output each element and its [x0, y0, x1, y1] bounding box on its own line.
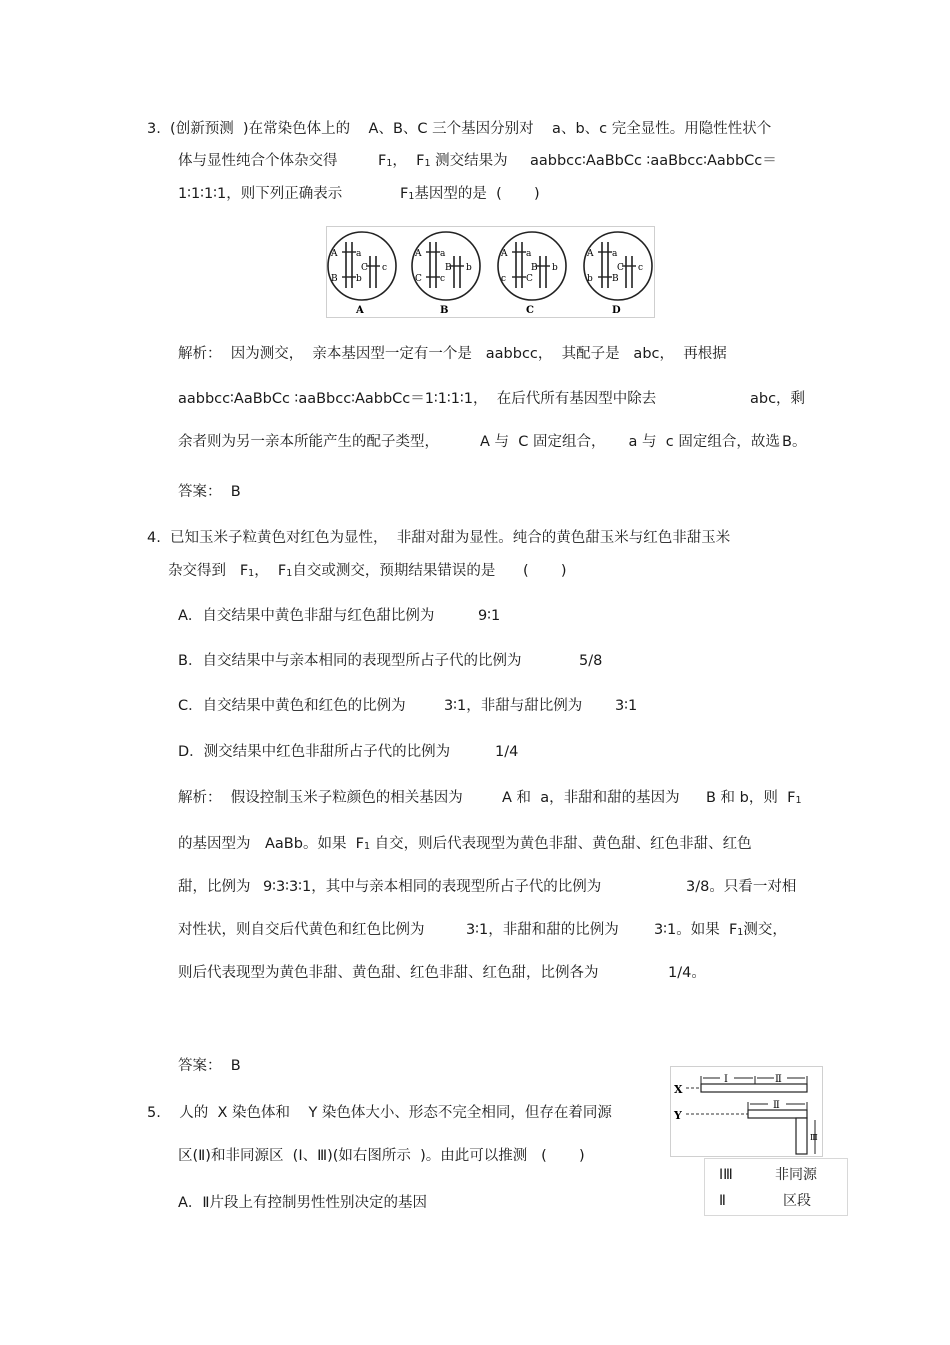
- cell-c-label-5: B: [531, 263, 538, 273]
- q4-line2: 杂交得到 F1， F1自交或测交，预期结果错误的是 ( ): [168, 563, 567, 579]
- q4-option-b-value: 5/8: [579, 653, 603, 669]
- cell-d-label-4: B: [612, 274, 619, 284]
- q5-line1: 5. 人的 X 染色体和 Y 染色体大小、形态不完全相同，但存在着同源: [147, 1105, 612, 1121]
- q4-option-c: C．自交结果中黄色和红色的比例为: [178, 698, 406, 714]
- option-d-label: D: [612, 305, 621, 316]
- q4-explain-1c: B 和 b，则 F1: [706, 790, 802, 806]
- cell-b: [412, 232, 480, 316]
- q3-explain-2: aabbcc∶AaBbCc ∶aaBbcc∶AabbCc＝1∶1∶1∶1， 在后代所有基因型中除去: [178, 391, 657, 407]
- cell-d-label-5: C: [617, 263, 624, 273]
- q4-explain-4c: 3∶1。如果 F1测交，: [654, 922, 787, 938]
- xy-chromosome-diagram: [670, 1066, 824, 1158]
- cell-d-label-3: b: [587, 274, 593, 284]
- q4-option-c-value2: 3∶1: [615, 698, 638, 714]
- q3-line2-ratio: aabbcc∶AaBbCc ∶aaBbcc∶AabbCc＝: [530, 153, 777, 169]
- q4-option-b: B．自交结果中与亲本相同的表现型所占子代的比例为: [178, 653, 522, 669]
- cell-c-label-6: b: [552, 263, 558, 273]
- cell-d: [584, 232, 652, 316]
- cell-b-label-6: b: [466, 263, 472, 273]
- q4-option-d: D．测交结果中红色非甜所占子代的比例为: [178, 744, 451, 760]
- cell-a: [328, 232, 396, 316]
- q3-explain-1: 解析： 因为测交， 亲本基因型一定有一个是 aabbcc， 其配子是 abc， 再根据: [178, 346, 727, 362]
- q4-explain-1: 解析： 假设控制玉米子粒颜色的相关基因为: [178, 790, 463, 806]
- q3-line1: 3. (创新预测 )在常染色体上的 A、B、C 三个基因分别对 a、b、c 完全显性。用隐性性状个: [147, 121, 772, 137]
- cell-b-label-2: a: [440, 249, 446, 259]
- q4-explain-3: 甜，比例为: [178, 879, 251, 895]
- legend-r2c2: 区段: [783, 1193, 811, 1209]
- q3-explain-3c: B。: [782, 434, 807, 450]
- cell-a-label-4: b: [356, 274, 362, 284]
- cell-a-label-5: C: [361, 263, 368, 273]
- q4-line1: 4. 已知玉米子粒黄色对红色为显性， 非甜对甜为显性。纯合的黄色甜玉米与红色非甜玉米: [147, 530, 731, 546]
- option-b-label: B: [440, 305, 449, 316]
- q4-option-c-value: 3∶1，非甜与甜比例为: [444, 698, 583, 714]
- q4-option-a-value: 9∶1: [478, 608, 501, 624]
- q4-explain-1b: A 和 a，非甜和甜的基因为: [502, 790, 680, 806]
- segment-2-y-label: Ⅱ: [773, 1100, 780, 1111]
- segment-1-label: Ⅰ: [724, 1074, 728, 1085]
- q4-explain-3b: 9∶3∶3∶1，其中与亲本相同的表现型所占子代的比例为: [263, 879, 602, 895]
- q3-line2a: 体与显性纯合个体杂交得: [178, 153, 338, 169]
- cell-d-label-2: a: [612, 249, 618, 259]
- cell-a-label-1: A: [331, 249, 338, 259]
- legend-r1c1: ⅠⅢ: [719, 1167, 733, 1183]
- q4-explain-5b: 1/4。: [668, 965, 706, 981]
- cell-c-label-2: a: [526, 249, 532, 259]
- y-label: Y: [674, 1109, 682, 1122]
- cell-a-label-2: a: [356, 249, 362, 259]
- q3-answer: 答案： B: [178, 484, 241, 500]
- q3-line3a: 1∶1∶1∶1，则下列正确表示: [178, 186, 343, 202]
- cell-a-label-6: c: [382, 263, 388, 273]
- cell-a-label-3: B: [331, 274, 338, 284]
- q4-explain-4: 对性状，则自交后代黄色和红色比例为: [178, 922, 425, 938]
- q4-explain-3c: 3/8。只看一对相: [686, 879, 797, 895]
- q4-answer: 答案： B: [178, 1058, 241, 1074]
- q4-explain-2: 的基因型为: [178, 836, 251, 852]
- cell-b-label-5: B: [445, 263, 452, 273]
- q3-explain-3: 余者则为另一亲本所能产生的配子类型，: [178, 434, 439, 450]
- legend-r2c1: Ⅱ: [719, 1193, 726, 1209]
- cell-b-label-4: c: [440, 274, 446, 284]
- q3-cell-diagram: [326, 226, 656, 318]
- q3-line2-f1: F1， F1 测交结果为: [378, 153, 508, 169]
- segment-2-label: Ⅱ: [775, 1074, 782, 1085]
- legend-r1c2: 非同源: [775, 1167, 817, 1183]
- cell-c-label-3: c: [501, 274, 507, 284]
- cell-b-label-1: A: [415, 249, 422, 259]
- q4-explain-5: 则后代表现型为黄色非甜、黄色甜、红色非甜、红色甜，比例各为: [178, 965, 599, 981]
- cell-b-label-3: C: [415, 274, 422, 284]
- option-a-label: A: [356, 305, 364, 316]
- q4-option-a: A．自交结果中黄色非甜与红色甜比例为: [178, 608, 435, 624]
- option-c-label: C: [526, 305, 534, 316]
- cell-d-label-1: A: [587, 249, 594, 259]
- q3-explain-3b: A 与 C 固定组合， a 与 c 固定组合，故选: [480, 434, 780, 450]
- x-label: X: [674, 1083, 683, 1096]
- q5-line2: 区(Ⅱ)和非同源区 (Ⅰ、Ⅲ)(如右图所示 )。由此可以推测 ( ): [178, 1148, 585, 1164]
- q3-explain-2b: abc，剩: [750, 391, 806, 407]
- segment-3-label: Ⅲ: [810, 1133, 818, 1142]
- q3-line3b: F1基因型的是 ( ): [400, 186, 540, 202]
- q4-option-d-value: 1/4: [495, 744, 519, 760]
- q4-explain-4b: 3∶1，非甜和甜的比例为: [466, 922, 619, 938]
- cell-c: [498, 232, 566, 316]
- cell-c-label-4: C: [526, 274, 533, 284]
- cell-c-label-1: A: [501, 249, 508, 259]
- q5-option-a: A．Ⅱ片段上有控制男性性别决定的基因: [178, 1195, 428, 1211]
- q4-explain-2b: AaBb。如果 F1 自交，则后代表现型为黄色非甜、黄色甜、红色非甜、红色: [265, 836, 752, 852]
- xy-legend-box: [704, 1158, 848, 1216]
- cell-d-label-6: c: [638, 263, 644, 273]
